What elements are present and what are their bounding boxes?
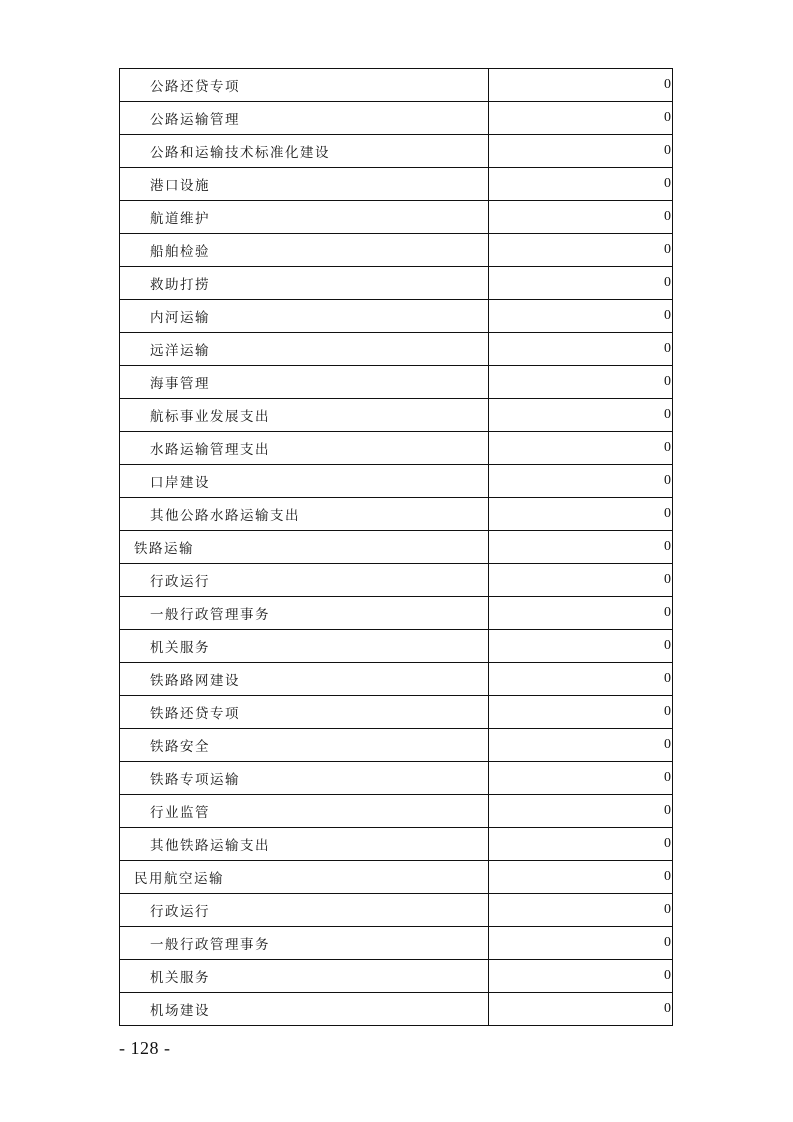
item-name-cell: 行政运行: [120, 894, 489, 927]
table-row: [120, 927, 673, 960]
amount-cell: 0: [489, 993, 673, 1026]
table-row: [120, 597, 673, 630]
table-row: [120, 729, 673, 762]
table-row: [120, 861, 673, 894]
item-name-cell: 铁路路网建设: [120, 663, 489, 696]
table-row: [120, 630, 673, 663]
amount-cell: 0: [489, 762, 673, 795]
item-name-cell: 口岸建设: [120, 465, 489, 498]
amount-cell: 0: [489, 333, 673, 366]
table-row: [120, 828, 673, 861]
amount-cell: 0: [489, 663, 673, 696]
table-row: [120, 432, 673, 465]
table-row: [120, 234, 673, 267]
amount-cell: 0: [489, 861, 673, 894]
table-row: [120, 960, 673, 993]
amount-cell: 0: [489, 465, 673, 498]
item-name-cell: 一般行政管理事务: [120, 927, 489, 960]
item-name-cell: 机场建设: [120, 993, 489, 1026]
table-row: [120, 696, 673, 729]
item-name-cell: 海事管理: [120, 366, 489, 399]
category-name-cell: 民用航空运输: [120, 861, 489, 894]
table-row: [120, 531, 673, 564]
table-row: [120, 498, 673, 531]
table-row: [120, 993, 673, 1026]
item-name-cell: 航标事业发展支出: [120, 399, 489, 432]
table-row: [120, 135, 673, 168]
amount-cell: 0: [489, 69, 673, 102]
amount-cell: 0: [489, 696, 673, 729]
table-row: [120, 564, 673, 597]
table-row: [120, 663, 673, 696]
item-name-cell: 船舶检验: [120, 234, 489, 267]
item-name-cell: 公路和运输技术标准化建设: [120, 135, 489, 168]
amount-cell: 0: [489, 564, 673, 597]
table-row: [120, 795, 673, 828]
item-name-cell: 机关服务: [120, 960, 489, 993]
amount-cell: 0: [489, 300, 673, 333]
amount-cell: 0: [489, 828, 673, 861]
item-name-cell: 其他铁路运输支出: [120, 828, 489, 861]
amount-cell: 0: [489, 168, 673, 201]
amount-cell: 0: [489, 894, 673, 927]
table-row: [120, 267, 673, 300]
table-row: [120, 894, 673, 927]
table-row: [120, 399, 673, 432]
item-name-cell: 水路运输管理支出: [120, 432, 489, 465]
table-row: [120, 366, 673, 399]
amount-cell: 0: [489, 927, 673, 960]
amount-cell: 0: [489, 201, 673, 234]
budget-table: [119, 68, 673, 1026]
item-name-cell: 铁路还贷专项: [120, 696, 489, 729]
table-row: [120, 168, 673, 201]
amount-cell: 0: [489, 960, 673, 993]
amount-cell: 0: [489, 432, 673, 465]
amount-cell: 0: [489, 498, 673, 531]
item-name-cell: 一般行政管理事务: [120, 597, 489, 630]
item-name-cell: 航道维护: [120, 201, 489, 234]
table-row: [120, 201, 673, 234]
table-row: [120, 333, 673, 366]
item-name-cell: 铁路安全: [120, 729, 489, 762]
table-row: [120, 102, 673, 135]
table-row: [120, 69, 673, 102]
item-name-cell: 行政运行: [120, 564, 489, 597]
amount-cell: 0: [489, 399, 673, 432]
item-name-cell: 救助打捞: [120, 267, 489, 300]
item-name-cell: 公路运输管理: [120, 102, 489, 135]
item-name-cell: 其他公路水路运输支出: [120, 498, 489, 531]
amount-cell: 0: [489, 630, 673, 663]
item-name-cell: 远洋运输: [120, 333, 489, 366]
amount-cell: 0: [489, 267, 673, 300]
amount-cell: 0: [489, 597, 673, 630]
table-row: [120, 300, 673, 333]
amount-cell: 0: [489, 531, 673, 564]
budget-table-body: [120, 69, 673, 1026]
item-name-cell: 内河运输: [120, 300, 489, 333]
table-row: [120, 762, 673, 795]
budget-table-container: [119, 68, 672, 1026]
amount-cell: 0: [489, 729, 673, 762]
item-name-cell: 港口设施: [120, 168, 489, 201]
amount-cell: 0: [489, 135, 673, 168]
item-name-cell: 公路还贷专项: [120, 69, 489, 102]
amount-cell: 0: [489, 795, 673, 828]
item-name-cell: 行业监管: [120, 795, 489, 828]
category-name-cell: 铁路运输: [120, 531, 489, 564]
table-row: [120, 465, 673, 498]
page-number: - 128 -: [119, 1038, 171, 1058]
item-name-cell: 铁路专项运输: [120, 762, 489, 795]
amount-cell: 0: [489, 366, 673, 399]
item-name-cell: 机关服务: [120, 630, 489, 663]
amount-cell: 0: [489, 234, 673, 267]
amount-cell: 0: [489, 102, 673, 135]
